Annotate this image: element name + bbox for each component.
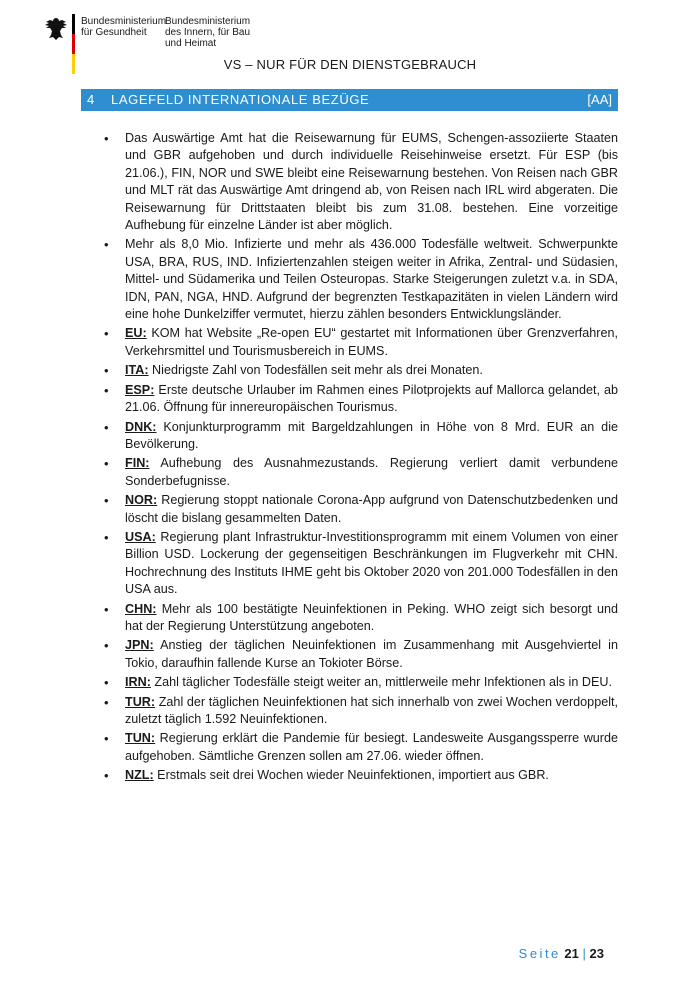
section-title: LAGEFELD INTERNATIONALE BEZÜGE: [111, 92, 370, 107]
item-text: Regierung erklärt die Pandemie für besiegt. Landesweite Ausgangssperre wurde aufgehoben. Sämtliche Grenzen sollen am 27.06. wieder öffnen.: [125, 731, 618, 763]
country-code: EU:: [125, 326, 147, 341]
country-code: TUN:: [125, 731, 156, 746]
list-item: [104, 362, 618, 379]
page-total: 23: [589, 946, 604, 961]
ministry-name-health: Bundesministerium für Gesundheit: [81, 16, 167, 38]
list-item: [104, 419, 618, 454]
item-text: Erstmals seit drei Wochen wieder Neuinfektionen, importiert aus GBR.: [153, 768, 549, 783]
item-text: Das Auswärtige Amt hat die Reisewarnung für EUMS, Schengen-assoziierte Staaten und GBR aufgehoben und durch individuelle Reisehinweise ersetzt. Für ESP (bis 21.06.), FIN, NOR und SWE bleibt eine Reisewarnung bestehen. Von Reisen nach GBR und MLT rät das Auswärtige Amt dringend ab, von Reisen nach IRL wird abgeraten. Die Reisewarnung für Drittstaaten bleibt bis zum 31.08. bestehen. Eine vorzeitige Aufhebung für einzelne Länder ist aber möglich.: [125, 131, 618, 233]
list-item: [104, 236, 618, 323]
item-text: Regierung plant Infrastruktur-Investitionsprogramm mit einem Volumen von einer Billion USD. Lockerung der gegenseitigen Beschränkungen im Flugverkehr mit CHN. Hochrechnung des Instituts IHME geht bis Oktober 2020 von 201.000 Todesfällen in den USA aus.: [125, 529, 618, 597]
ministry-name-interior: Bundesministerium des Innern, für Bau und Heimat: [165, 16, 251, 49]
list-item: [104, 730, 618, 765]
list-item: [104, 382, 618, 417]
country-code: NOR:: [125, 493, 158, 508]
page-number: 21: [564, 946, 579, 961]
bullet-icon: •: [104, 382, 109, 398]
item-text: Zahl täglicher Todesfälle steigt weiter an, mittlerweile mehr Infektionen als in DEU.: [150, 675, 612, 690]
item-text: KOM hat Website „Re-open EU“ gestartet mit Informationen über Grenzverfahren, Verkehrsmittel und Tourismusbereich in EUMS.: [125, 326, 618, 358]
bullet-icon: •: [104, 694, 109, 710]
country-code: IRN:: [125, 675, 151, 690]
bullet-icon: •: [104, 419, 109, 435]
bullet-icon: •: [104, 731, 109, 747]
item-text: Mehr als 100 bestätigte Neuinfektionen in Peking. WHO zeigt sich besorgt und hat der Regierung Unterstützung angeboten.: [125, 601, 618, 633]
item-text: Mehr als 8,0 Mio. Infizierte und mehr als 436.000 Todesfälle weltweit. Schwerpunkte USA, BRA, RUS, IND. Infiziertenzahlen steigen weiter in Afrika, Zentral- und Südasien, Mittel- und Südamerika und Teilen Osteuropas. Starke Steigerungen zuletzt v.a. in SDA, IDN, PAN, NGA, HND. Aufgrund der begrenzten Testkapazitäten in vielen Ländern wird eine hohe Dunkelziffer vermutet, hierzu zählen besonders Entwicklungsländer.: [125, 237, 618, 322]
section-number: 4: [87, 92, 95, 107]
section-heading-bar: [81, 89, 618, 111]
item-text: Erste deutsche Urlauber im Rahmen eines Pilotprojekts auf Mallorca gelandet, ab 21.06. Öffnung für innereuropäischen Tourismus.: [125, 382, 618, 415]
item-text: Anstieg der täglichen Neuinfektionen im Zusammenhang mit Ausgehviertel in Tokio, daraufhin fallende Kurse an Tokioter Börse.: [125, 638, 618, 670]
list-item: [104, 325, 618, 360]
bullet-icon: •: [104, 529, 109, 545]
list-item: [104, 674, 618, 691]
item-text: Niedrigste Zahl von Todesfällen seit mehr als drei Monaten.: [148, 363, 483, 378]
item-text: Zahl der täglichen Neuinfektionen hat sich innerhalb von zwei Wochen verdoppelt, zuletzt täglich 1.592 Neuinfektionen.: [125, 694, 618, 726]
bullet-icon: •: [104, 601, 109, 617]
list-item: [104, 130, 618, 234]
country-code: ESP:: [125, 382, 155, 397]
bullet-icon: •: [104, 768, 109, 784]
country-code: USA:: [125, 529, 156, 544]
country-code: JPN:: [125, 638, 154, 653]
item-text: Aufhebung des Ausnahmezustands. Regierung verliert damit verbundene Sonderbefugnisse.: [125, 456, 618, 488]
page-label: Seite: [518, 946, 561, 961]
list-item: [104, 694, 618, 729]
item-text: Konjunkturprogramm mit Bargeldzahlungen in Höhe von 8 Mrd. EUR an die Bevölkerung.: [125, 419, 618, 451]
page-separator: |: [582, 946, 586, 961]
country-code: DNK:: [125, 419, 157, 434]
page-footer: [519, 946, 604, 961]
section-code: [AA]: [587, 92, 612, 107]
bullet-icon: •: [104, 638, 109, 654]
main-content: [104, 130, 618, 787]
bullet-icon: •: [104, 237, 109, 253]
bullet-icon: •: [104, 363, 109, 379]
list-item: [104, 492, 618, 527]
country-code: TUR:: [125, 694, 156, 709]
bullet-icon: •: [104, 675, 109, 691]
list-item: [104, 529, 618, 599]
country-code: ITA:: [125, 363, 149, 378]
bullet-icon: •: [104, 131, 109, 146]
country-code: FIN:: [125, 456, 150, 471]
flag-stripe-black: [72, 14, 75, 34]
flag-stripe-red: [72, 34, 75, 54]
list-item: [104, 637, 618, 672]
bullet-icon: •: [104, 456, 109, 472]
list-item: [104, 455, 618, 490]
classification-label: VS – NUR FÜR DEN DIENSTGEBRAUCH: [223, 57, 477, 72]
list-item: [104, 601, 618, 636]
bullet-icon: •: [104, 493, 109, 509]
bullet-icon: •: [104, 326, 109, 342]
list-item: [104, 767, 618, 784]
country-code: CHN:: [125, 601, 157, 616]
federal-eagle-icon: [44, 16, 68, 42]
bullet-list: [104, 130, 618, 785]
country-code: NZL:: [125, 768, 154, 783]
item-text: Regierung stoppt nationale Corona-App aufgrund von Datenschutzbedenken und löscht die bislang gesammelten Daten.: [125, 493, 618, 525]
